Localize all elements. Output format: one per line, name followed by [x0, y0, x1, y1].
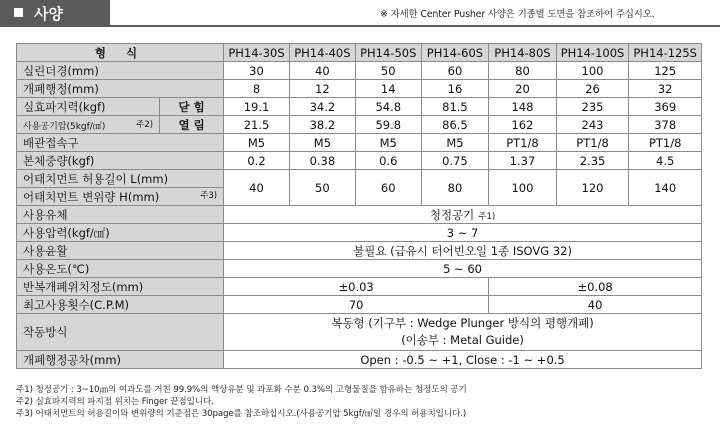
- value-cell: 140: [629, 170, 702, 206]
- value-cell: M5: [355, 134, 421, 152]
- row-label: 실효파지력(kgf): [17, 98, 160, 116]
- value-cell: M5: [224, 134, 290, 152]
- value-cell: [224, 206, 702, 224]
- value-cell: [224, 314, 702, 351]
- row-label: 개폐행정공차(mm): [17, 351, 224, 369]
- model-cell: PH14-30S: [224, 44, 290, 62]
- value-cell: 16: [421, 80, 489, 98]
- fluid-note: 주1): [478, 211, 496, 222]
- value-cell: 14: [355, 80, 421, 98]
- value-cell: M5: [289, 134, 355, 152]
- value-cell: 60: [355, 170, 421, 206]
- row-label: 반복개폐위치정도(mm): [17, 278, 224, 296]
- model-cell: PH14-60S: [421, 44, 489, 62]
- footnote: 주2) 실효파지력의 파지점 위치는 Finger 끝점입니다.: [16, 397, 214, 407]
- footnote: 주3) 어태치먼트의 허용길이와 변위량의 기준점은 30page를 참조하십시오.(사용공기압 5kgf/㎠일 경우의 허용치입니다.): [16, 409, 467, 419]
- operation-line-1: 복동형 (기구부 : Wedge Plunger 방식의 평행개폐): [331, 316, 594, 330]
- value-cell: 34.2: [289, 98, 355, 116]
- square-bullet-icon: [14, 8, 23, 17]
- value-cell: ±0.03: [224, 278, 489, 296]
- value-cell: 50: [289, 170, 355, 206]
- value-cell: 162: [489, 116, 557, 134]
- value-cell: 2.35: [556, 152, 629, 170]
- value-cell: 100: [556, 62, 629, 80]
- row-label-text: 사용공기압(5kgf/㎠): [23, 121, 106, 132]
- value-cell: 21.5: [224, 116, 290, 134]
- section-header: [0, 0, 720, 26]
- value-cell: 32: [629, 80, 702, 98]
- table-row: [17, 242, 702, 260]
- model-cell: PH14-80S: [489, 44, 557, 62]
- table-row: [17, 206, 702, 224]
- table-row: [17, 351, 702, 369]
- row-label: 작동방식: [17, 314, 224, 351]
- row-label: 배관접속구: [17, 134, 224, 152]
- table-row: [17, 80, 702, 98]
- row-label: [17, 188, 224, 206]
- value-cell: 243: [556, 116, 629, 134]
- row-label: 최고사용횟수(C.P.M): [17, 296, 224, 314]
- value-cell: 40: [224, 170, 290, 206]
- fluid-value: 청정공기: [429, 207, 475, 222]
- value-cell: 12: [289, 80, 355, 98]
- header-divider: [0, 25, 720, 27]
- value-cell: 불필요 (급유시 터어빈오일 1종 ISOVG 32): [224, 242, 702, 260]
- value-cell: 59.8: [355, 116, 421, 134]
- value-cell: 70: [224, 296, 489, 314]
- row-label: 어태치먼트 허용길이 L(mm): [17, 170, 224, 188]
- value-cell: M5: [421, 134, 489, 152]
- value-cell: 120: [556, 170, 629, 206]
- value-cell: 0.6: [355, 152, 421, 170]
- row-label: 사용압력(kgf/㎠): [17, 224, 224, 242]
- value-cell: 3 ~ 7: [224, 224, 702, 242]
- section-title: 사양: [34, 5, 63, 23]
- value-cell: 20: [489, 80, 557, 98]
- row-label: 본체중량(kgf): [17, 152, 224, 170]
- value-cell: Open : -0.5 ~ +1, Close : -1 ~ +0.5: [224, 351, 702, 369]
- row-note: 주2): [136, 119, 154, 130]
- row-label: 개폐행정(mm): [17, 80, 224, 98]
- value-cell: PT1/8: [556, 134, 629, 152]
- value-cell: PT1/8: [489, 134, 557, 152]
- row-note: 주3): [200, 190, 218, 201]
- value-cell: 40: [489, 296, 702, 314]
- header-note: ※ 자세한 Center Pusher 사양은 기종별 도면을 참조하여 주십시오.: [380, 9, 655, 20]
- value-cell: 369: [629, 98, 702, 116]
- row-sublabel: 닫 힘: [160, 98, 224, 116]
- table-row: [17, 314, 702, 351]
- table-row: [17, 98, 702, 116]
- value-cell: 54.8: [355, 98, 421, 116]
- row-label: 사용윤활: [17, 242, 224, 260]
- value-cell: 5 ~ 60: [224, 260, 702, 278]
- row-label-text: 어태치먼트 변위량 H(mm): [23, 189, 160, 204]
- value-cell: 0.2: [224, 152, 290, 170]
- value-cell: 1.37: [489, 152, 557, 170]
- table-row: [17, 62, 702, 80]
- value-cell: 60: [421, 62, 489, 80]
- value-cell: 235: [556, 98, 629, 116]
- row-label: 사용유체: [17, 206, 224, 224]
- table-row: [17, 152, 702, 170]
- value-cell: 0.75: [421, 152, 489, 170]
- value-cell: 80: [489, 62, 557, 80]
- table-row: [17, 116, 702, 134]
- value-cell: ±0.08: [489, 278, 702, 296]
- spec-table: [16, 43, 702, 369]
- row-label: 사용온도(℃): [17, 260, 224, 278]
- value-cell: 38.2: [289, 116, 355, 134]
- value-cell: 19.1: [224, 98, 290, 116]
- model-cell: PH14-125S: [629, 44, 702, 62]
- row-label: 실린더경(mm): [17, 62, 224, 80]
- value-cell: 81.5: [421, 98, 489, 116]
- value-cell: PT1/8: [629, 134, 702, 152]
- row-label: [17, 116, 160, 134]
- table-row: [17, 224, 702, 242]
- value-cell: 100: [489, 170, 557, 206]
- model-cell: PH14-50S: [355, 44, 421, 62]
- value-cell: 4.5: [629, 152, 702, 170]
- value-cell: 26: [556, 80, 629, 98]
- value-cell: 0.38: [289, 152, 355, 170]
- value-cell: 40: [289, 62, 355, 80]
- value-cell: 80: [421, 170, 489, 206]
- section-title-bar: [0, 0, 110, 26]
- model-cell: PH14-40S: [289, 44, 355, 62]
- table-row: [17, 278, 702, 296]
- footnote: 주1) 청정공기 : 3~10㎛의 여과도를 거친 99.9%의 액상유분 및 과포화 수분 0.3%의 고형물질을 함유하는 청정도의 공기: [16, 385, 467, 395]
- value-cell: 125: [629, 62, 702, 80]
- value-cell: 378: [629, 116, 702, 134]
- value-cell: 30: [224, 62, 290, 80]
- value-cell: 148: [489, 98, 557, 116]
- table-row: [17, 170, 702, 188]
- table-row: [17, 134, 702, 152]
- value-cell: 86.5: [421, 116, 489, 134]
- value-cell: 50: [355, 62, 421, 80]
- row-sublabel: 열 림: [160, 116, 224, 134]
- table-row: [17, 296, 702, 314]
- table-row: [17, 260, 702, 278]
- value-cell: 8: [224, 80, 290, 98]
- model-cell: PH14-100S: [556, 44, 629, 62]
- operation-line-2: (이송부 : Metal Guide): [401, 333, 524, 347]
- model-label: 형 식: [17, 44, 224, 62]
- footnotes: [16, 384, 706, 420]
- table-header-row: [17, 44, 702, 62]
